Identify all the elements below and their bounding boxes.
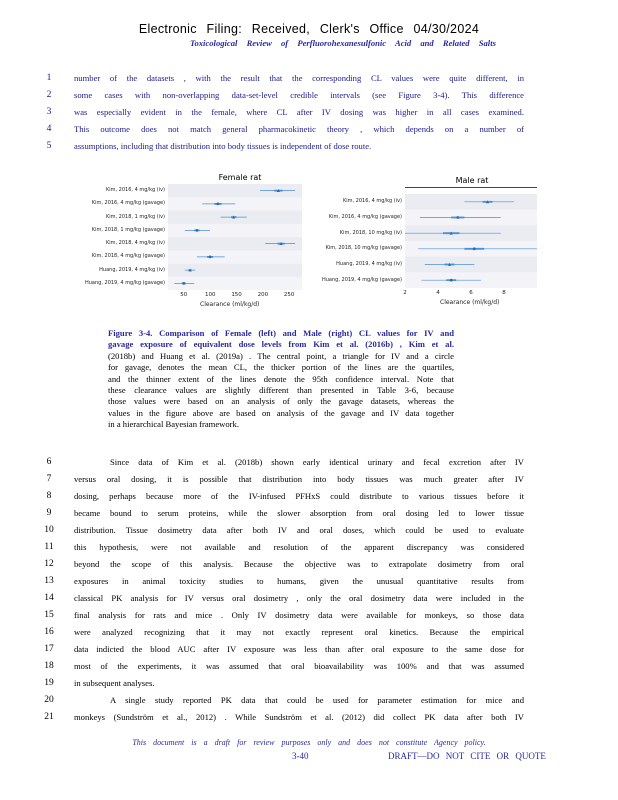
filing-stamp: Electronic Filing: Received, Clerk's Office 04/30/2024 [138,22,480,36]
row-label: Kim, 2018, 10 mg/kg (gavage) [325,245,402,252]
x-tick-label: 150 [231,292,242,298]
female-plot-area [168,184,302,290]
line-number: 17 [44,644,54,654]
caption-line: these clearance values are slightly different than presented in Table 3-6, because [108,384,454,395]
row-label: Kim, 2016, 4 mg/kg (iv) [105,187,165,194]
text-line: A single study reported PK data that could be used for parameter estimation for mice and [110,695,524,705]
text-line: number of the datasets , with the result that the corresponding CL values were quite different, in [74,73,524,83]
caption-line: (2018b) and Huang et al. (2019a) . The central point, a triangle for IV and a circle [108,350,454,361]
mean-circle [182,282,185,285]
line-number: 1 [46,73,52,83]
row-label: Huang, 2019, 4 mg/kg (gavage) [85,279,165,286]
male-title-rule [405,187,537,188]
caption-line: in a hierarchical Bayesian framework. [108,419,239,430]
text-line: beyond the scope of this analysis. Because the objective was to extrapolate dosimetry from oral [74,559,524,569]
line-number: 14 [44,593,54,603]
caption-line: those values were based on an analysis of only the gavage datasets, whereas the [108,396,454,407]
text-line: data indicted the blood AUC after IV exposure was less than after oral exposure to the same dose for [74,644,524,654]
mean-circle [217,202,220,205]
row-label: Kim, 2018, 4 mg/kg (iv) [105,240,165,247]
text-line: became bound to serum proteins, while the slower absorption from oral dosing led to lower tissue [74,508,524,518]
line-number: 13 [44,576,54,586]
caption-line: for gavage, denotes the mean CL, the thicker portion of the lines are the quartiles, [108,362,454,373]
text-line: dosing, perhaps because more of the IV-infused PFHxS could distribute to various tissues before it [74,491,524,501]
line-number: 3 [46,107,52,117]
draft-disclaimer: This document is a draft for review purposes only and does not constitute Agency policy. [132,738,486,747]
row-label: Kim, 2016, 4 mg/kg (gavage) [328,214,402,220]
x-tick-label: 6 [469,290,473,296]
male-x-axis-label: Clearance (ml/kg/d) [440,299,500,306]
line-number: 5 [46,141,52,151]
x-tick-label: 50 [180,292,188,298]
line-number: 10 [44,525,54,535]
female-forest-plot [168,184,302,290]
text-line: was especially evident in the female, where CL after IV dosing was higher in all cases examined. [74,107,524,117]
draft-notice: DRAFT—DO NOT CITE OR QUOTE [388,751,546,761]
caption-line: Figure 3-4. Comparison of Female (left) and Male (right) CL values for IV and [108,328,454,338]
line-number: 19 [44,678,54,688]
line-number: 21 [44,712,54,722]
x-tick-label: 2 [403,290,407,296]
text-line: versus oral dosing, it is possible that distribution into body tissues was much greater after IV [74,474,524,484]
line-number: 18 [44,661,54,671]
line-number: 11 [44,542,54,552]
text-line: in subsequent analyses. [74,678,155,688]
text-line: classical PK analysis for IV versus oral dosimetry , only the oral dosimetry data were included in the [74,593,524,603]
caption-line: values in the figure above are based on analysis of the gavage and IV data together [108,407,454,418]
male-forest-plot [405,194,537,288]
figure-caption [108,328,454,431]
text-line: this hypothesis, were not available and resolution of the apparent discrepancy was considered [74,542,524,552]
row-label: Huang, 2019, 4 mg/kg (iv) [99,266,165,273]
mean-circle [209,255,212,258]
x-tick-label: 100 [205,292,216,298]
text-line: This outcome does not match general pharmacokinetic theory , which depends on a number of [74,124,524,134]
text-line: were analyzed recognizing that it may not exactly represent oral kinetics. Because the empirical [74,627,524,637]
female-x-axis-label: Clearance (ml/kg/d) [200,301,260,308]
line-number: 16 [44,627,54,637]
x-tick-label: 200 [257,292,269,298]
text-line: assumptions, including that distribution into body tissues is independent of dose route. [74,141,372,151]
line-number: 20 [44,695,54,705]
row-label: Kim, 2018, 1 mg/kg (iv) [105,213,165,220]
text-line: some cases with non-overlapping data-set-level credible intervals (see Figure 3-4). This difference [74,90,524,100]
caption-line: gavage exposure of equivalent dose levels from Kim et al. (2016b) , Kim et al. [108,339,454,350]
row-band [168,250,302,263]
page-number: 3-40 [292,751,309,761]
female-panel-title: Female rat [218,173,262,182]
mean-circle [456,216,459,219]
male-panel-title: Male rat [455,176,489,185]
line-number: 9 [46,508,52,518]
running-head: Toxicological Review of Perfluorohexanesulfonic Acid and Related Salts [190,38,496,48]
row-label: Kim, 2018, 10 mg/kg (iv) [339,229,402,236]
text-line: distribution. Tissue dosimetry data after both IV and oral doses, which could be used to evaluate [74,525,524,535]
line-number: 8 [46,491,52,501]
row-label: Kim, 2016, 4 mg/kg (gavage) [91,200,165,207]
row-label: Kim, 2018, 4 mg/kg (gavage) [91,253,165,260]
row-label: Huang, 2019, 4 mg/kg (gavage) [322,276,402,283]
line-number: 2 [46,90,52,100]
text-line: monkeys (Sundström et al., 2012) . While Sundström et al. (2012) did collect PK data after both IV [74,712,524,722]
line-number: 7 [46,474,52,484]
line-number: 12 [44,559,54,569]
row-label: Kim, 2016, 4 mg/kg (iv) [342,198,402,205]
text-line: Since data of Kim et al. (2018b) shown early identical urinary and fecal excretion after IV [110,457,524,467]
row-label: Huang, 2019, 4 mg/kg (iv) [336,261,402,267]
male-plot-area [405,194,537,288]
x-tick-label: 250 [283,292,295,298]
line-number: 4 [46,124,52,134]
text-line: most of the experiments, it was assumed that oral bioavailability was 100% and that was assumed [74,661,524,671]
row-label: Kim, 2018, 1 mg/kg (gavage) [91,226,165,233]
text-line: exposures in animal toxicity studies to humans, given the unusual quantitative results from [74,576,524,586]
x-tick-label: 8 [502,290,506,296]
line-number: 15 [44,610,54,620]
caption-line: and the thinner extent of the lines denote the 95th confidence interval. Note that [108,373,454,384]
text-line: final analysis for rats and mice . Only IV dosimetry data were available for monkeys, so those data [74,610,524,620]
mean-circle [473,247,476,250]
x-tick-label: 4 [436,290,440,296]
line-number: 6 [46,457,52,467]
mean-circle [450,279,453,282]
mean-circle [196,229,199,232]
